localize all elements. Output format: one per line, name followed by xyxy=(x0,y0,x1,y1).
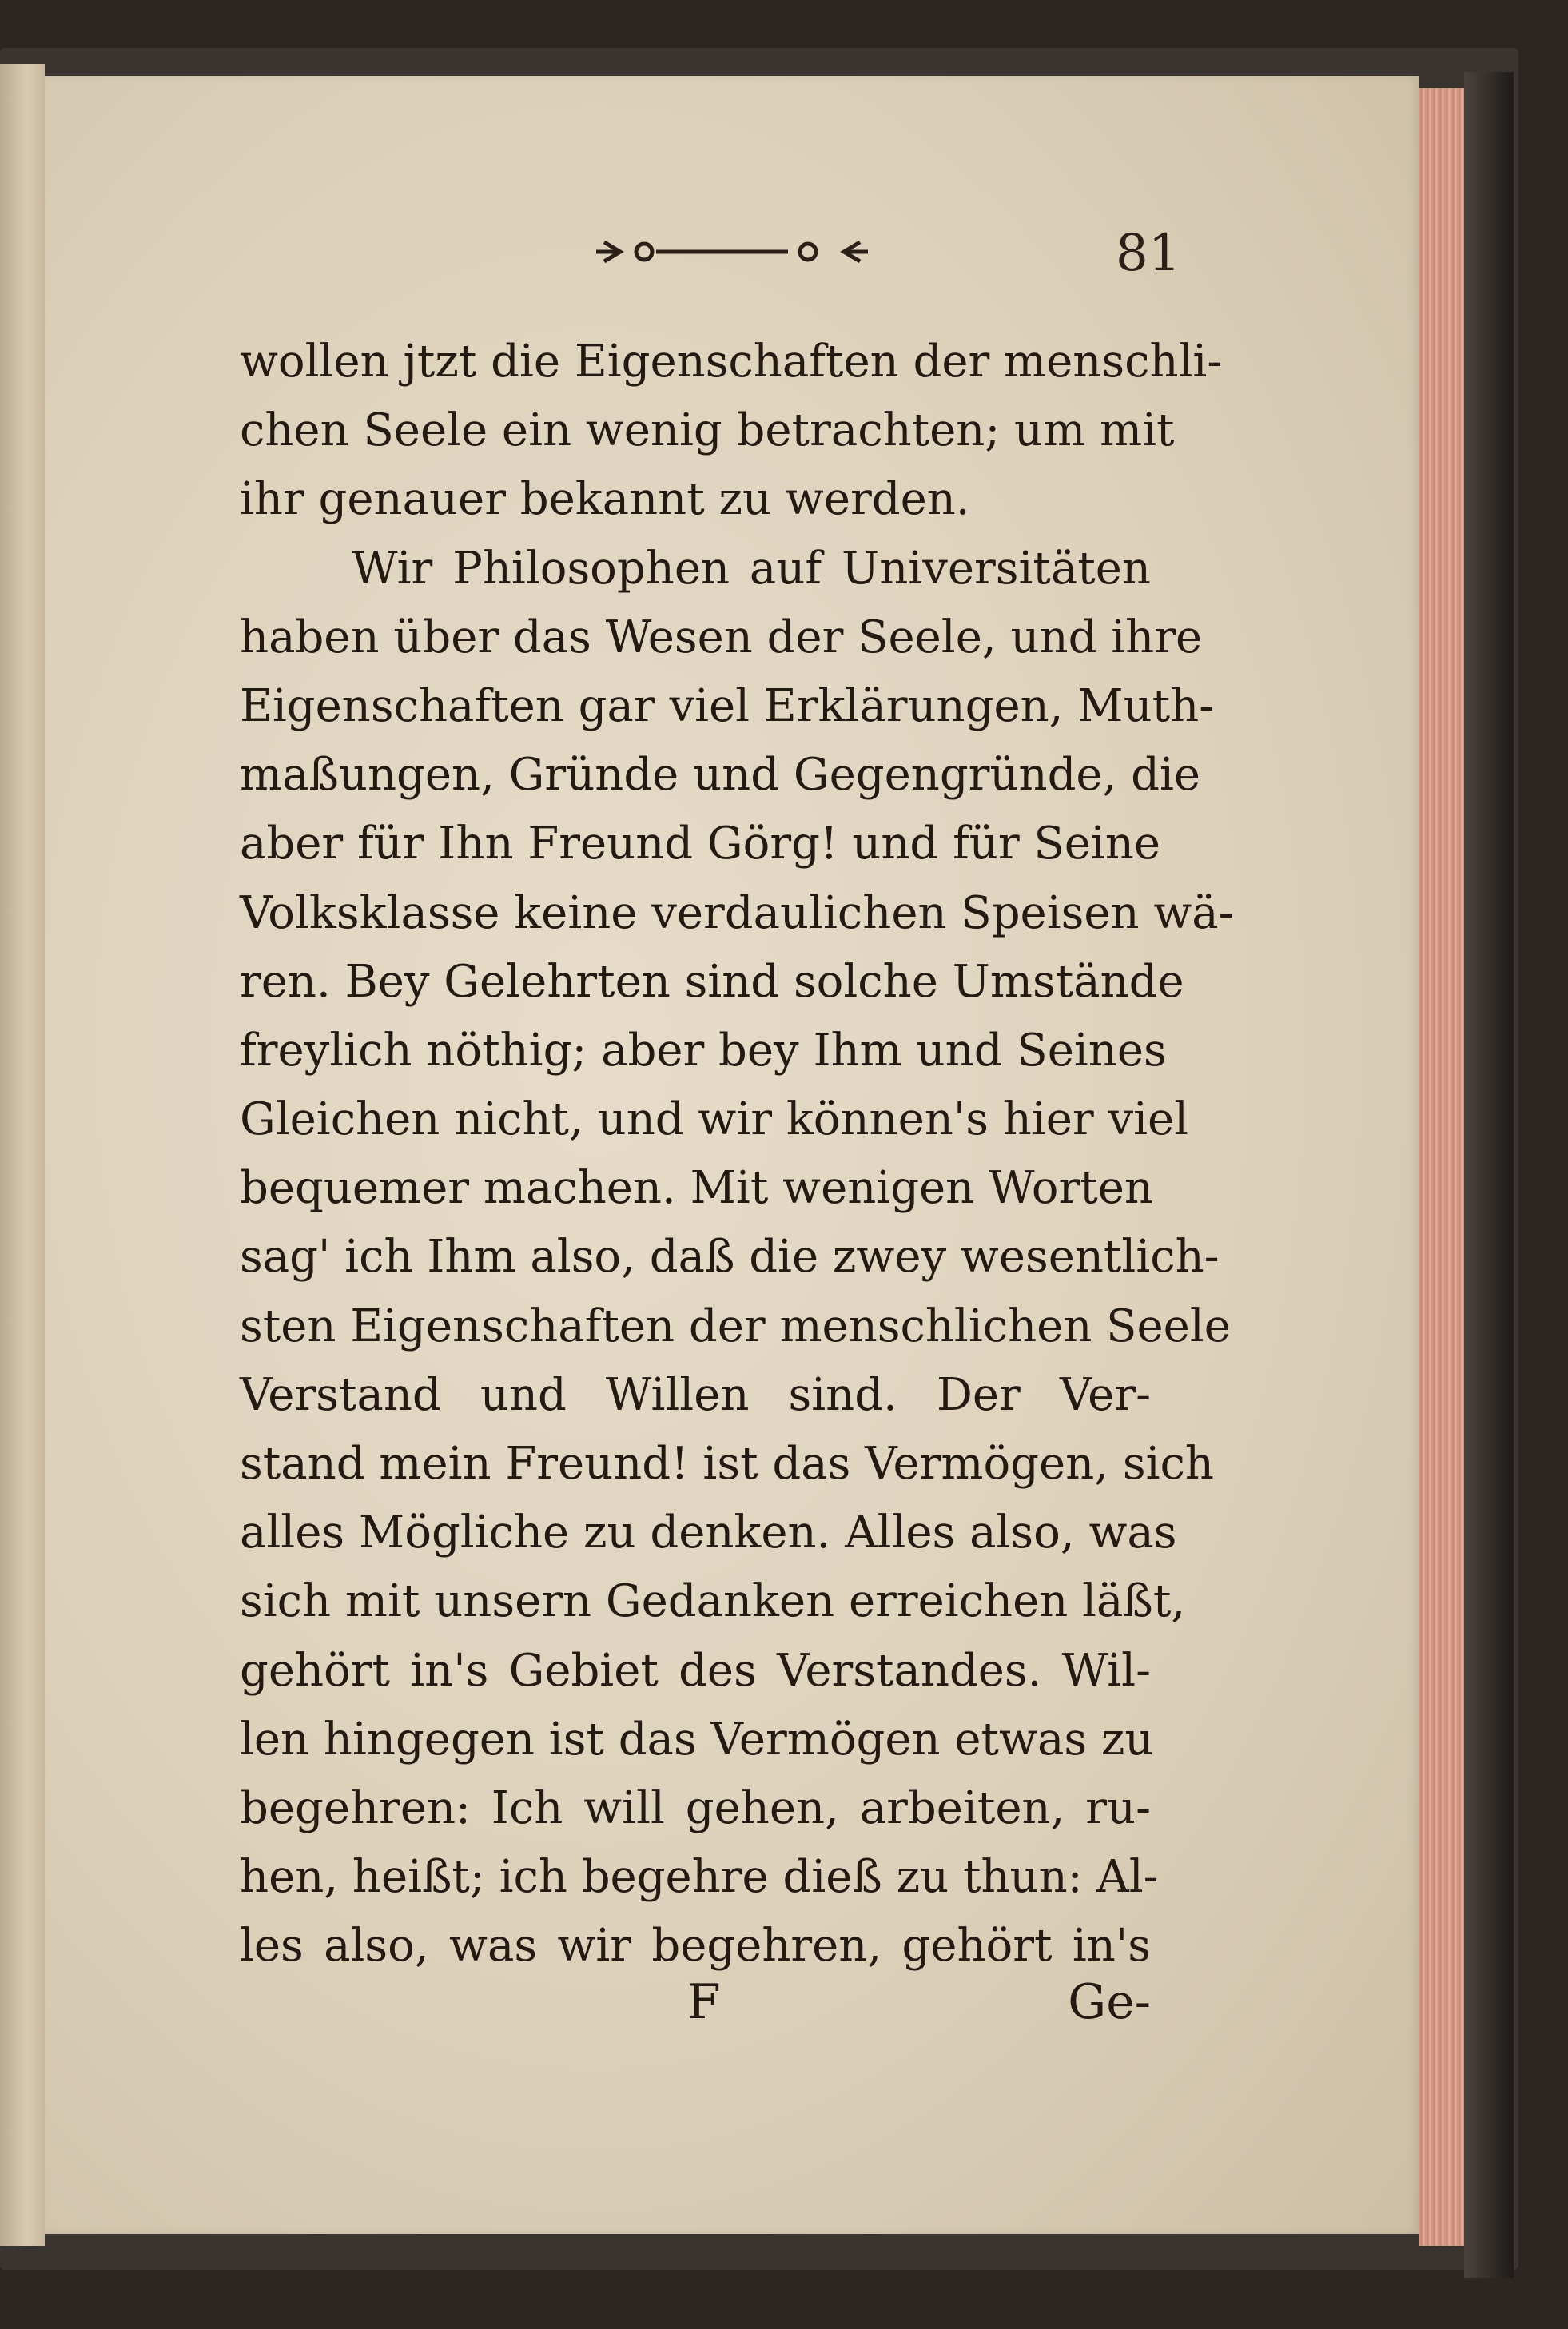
text-line: hen, heißt; ich begehre dieß zu thun: Al- xyxy=(240,1851,1159,1904)
text-line: Verstand und Willen sind. Der Ver- xyxy=(240,1368,1151,1421)
page-fore-edge xyxy=(1419,88,1464,2246)
text-line: bequemer machen. Mit wenigen Worten xyxy=(240,1162,1153,1215)
text-line: haben über das Wesen der Seele, und ihre xyxy=(240,611,1203,663)
text-line: les also, was wir begehren, gehört in's xyxy=(240,1920,1151,1973)
text-line: Gleichen nicht, und wir können's hier viel xyxy=(240,1093,1189,1146)
page-number: 81 xyxy=(1116,224,1181,283)
text-line: maßungen, Gründe und Gegengründe, die xyxy=(240,749,1201,802)
text-line: gehört in's Gebiet des Verstandes. Wil- xyxy=(240,1644,1151,1697)
text-line: Wir Philosophen auf Universitäten xyxy=(352,542,1151,595)
text-line: chen Seele ein wenig betrachten; um mit xyxy=(240,404,1175,457)
text-line: len hingegen ist das Vermögen etwas zu xyxy=(240,1713,1154,1766)
text-line: wollen jtzt die Eigenschaften der menschli- xyxy=(240,336,1223,388)
left-page-edge xyxy=(0,64,45,2246)
text-line: ihr genauer bekannt zu werden. xyxy=(240,473,970,526)
text-line: sten Eigenschaften der menschlichen Seele xyxy=(240,1300,1231,1352)
ornament-icon xyxy=(588,228,876,276)
text-line: sich mit unsern Gedanken erreichen läßt, xyxy=(240,1575,1186,1628)
text-line: sag' ich Ihm also, daß die zwey wesentlich- xyxy=(240,1231,1220,1284)
book-cover xyxy=(1464,72,1514,2278)
body-text xyxy=(240,328,1234,1981)
signature-mark: F xyxy=(687,1974,721,2030)
page-header xyxy=(45,224,1419,292)
text-line: stand mein Freund! ist das Vermögen, sich xyxy=(240,1438,1214,1490)
text-line: aber für Ihn Freund Görg! und für Seine xyxy=(240,818,1161,870)
text-line: begehren: Ich will gehen, arbeiten, ru- xyxy=(240,1782,1151,1834)
text-line: Volksklasse keine verdaulichen Speisen wä- xyxy=(240,886,1234,939)
text-line: ren. Bey Gelehrten sind solche Umstände xyxy=(240,955,1184,1008)
catchword: Ge- xyxy=(1068,1974,1151,2030)
text-line: Eigenschaften gar viel Erklärungen, Muth- xyxy=(240,679,1215,732)
text-line: freylich nöthig; aber bey Ihm und Seines xyxy=(240,1024,1167,1077)
page-footer xyxy=(240,1974,1151,2046)
text-line: alles Mögliche zu denken. Alles also, was xyxy=(240,1507,1177,1559)
